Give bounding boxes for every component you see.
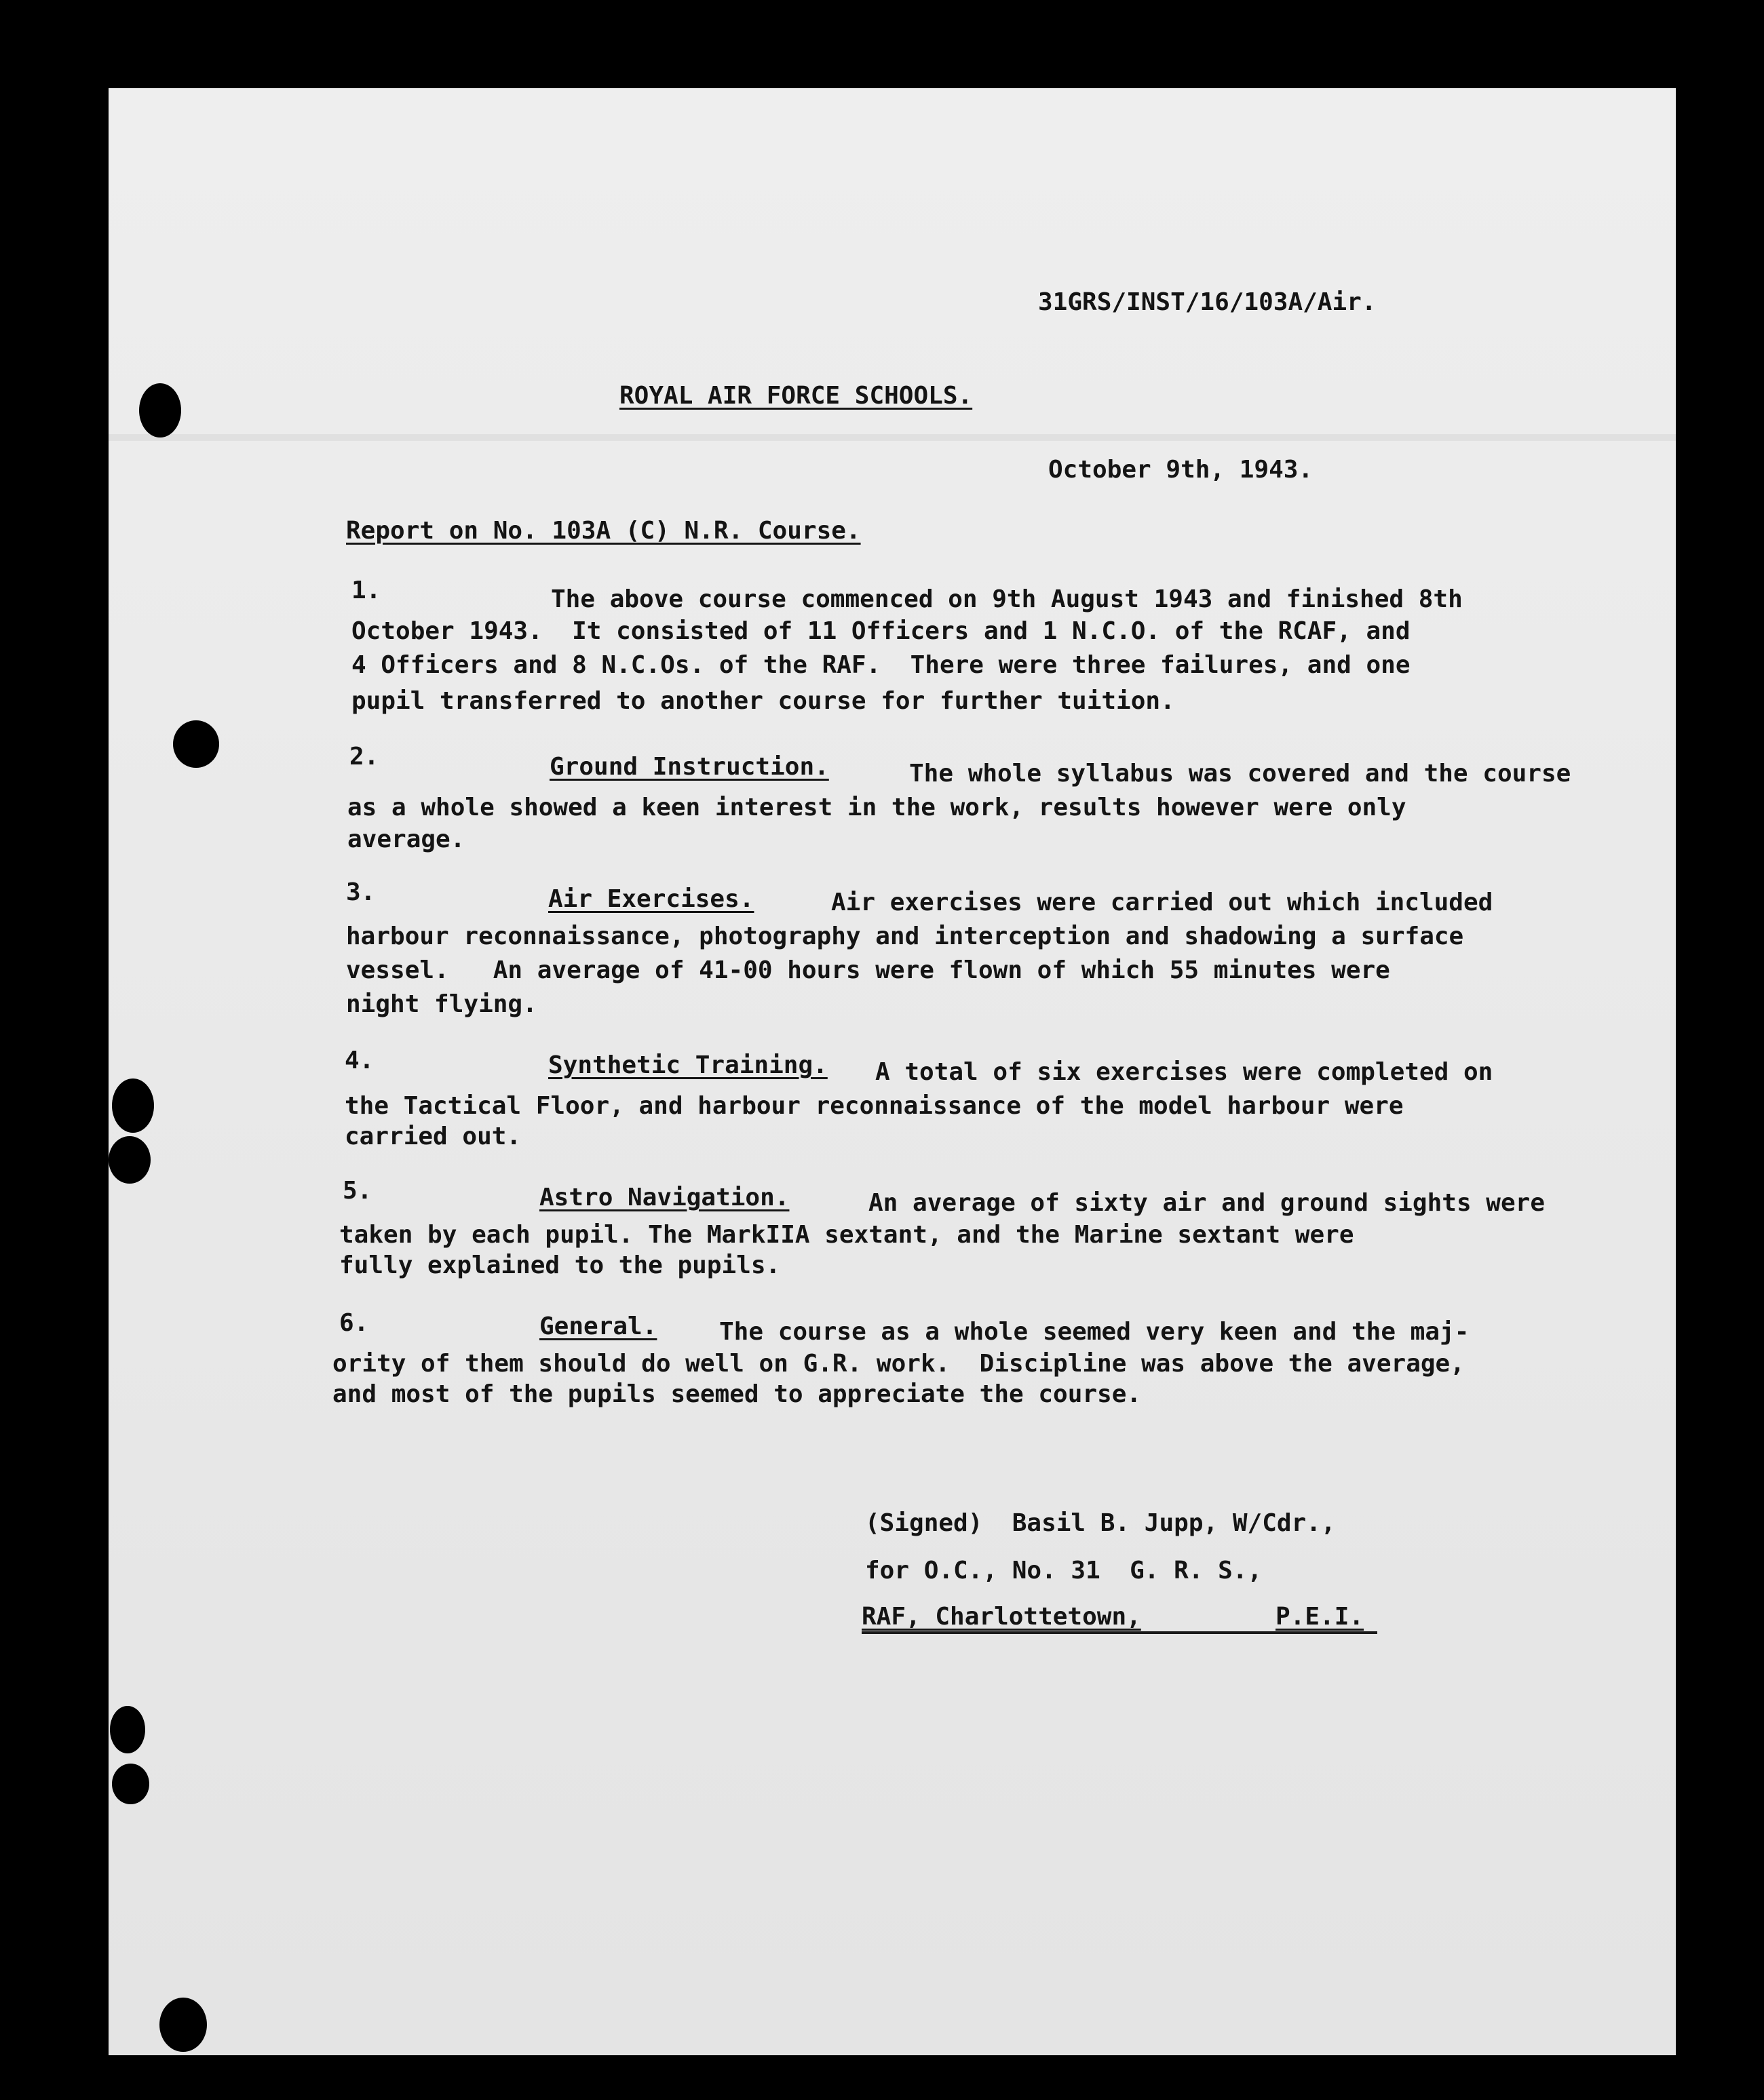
paragraph-line: ority of them should do well on G.R. work. Discipline was above the average, — [332, 1350, 1465, 1378]
paragraph-line: fully explained to the pupils. — [339, 1251, 781, 1279]
paragraph-line: harbour reconnaissance, photography and interception and shadowing a surface — [346, 922, 1464, 950]
section-heading: Synthetic Training. — [548, 1051, 828, 1079]
paragraph-line: Air exercises were carried out which included — [831, 889, 1493, 916]
paragraph-line: taken by each pupil. The MarkIIA sextant, and the Marine sextant were — [339, 1221, 1354, 1249]
signature-line: for O.C., No. 31 G. R. S., — [865, 1557, 1263, 1584]
paragraph-line: A total of six exercises were completed on — [875, 1058, 1493, 1086]
paragraph-line: average. — [347, 825, 465, 853]
paragraph-line: vessel. An average of 41-00 hours were flown of which 55 minutes were — [346, 956, 1390, 984]
signature-province: P.E.I. — [1276, 1603, 1364, 1631]
section-heading: General. — [539, 1312, 657, 1340]
document-date: October 9th, 1943. — [1048, 456, 1314, 484]
paragraph-line: 4 Officers and 8 N.C.Os. of the RAF. There were three failures, and one — [351, 651, 1411, 679]
paragraph-number: 6. — [339, 1309, 369, 1337]
signature-location: RAF, Charlottetown, — [862, 1603, 1141, 1631]
paragraph-line: as a whole showed a keen interest in the work, results however were only — [347, 794, 1406, 821]
paragraph-number: 4. — [345, 1047, 375, 1074]
paragraph-line: The whole syllabus was covered and the course — [909, 760, 1571, 788]
paragraph-number: 2. — [349, 743, 379, 771]
paragraph-line: The above course commenced on 9th August 1943 and finished 8th — [551, 585, 1463, 613]
report-title: Report on No. 103A (C) N.R. Course. — [346, 517, 861, 545]
paper-fold-line — [109, 434, 1676, 441]
paragraph-line: The course as a whole seemed very keen and the maj- — [719, 1318, 1470, 1346]
paragraph-number: 5. — [343, 1177, 372, 1205]
section-heading: Ground Instruction. — [550, 753, 829, 781]
paragraph-number: 3. — [346, 878, 376, 906]
signature-line: (Signed) Basil B. Jupp, W/Cdr., — [865, 1509, 1336, 1537]
section-heading: Astro Navigation. — [539, 1184, 790, 1211]
signature-underline — [862, 1631, 1377, 1634]
paragraph-line: and most of the pupils seemed to appreciate the course. — [332, 1380, 1142, 1408]
punch-hole — [173, 720, 219, 768]
paragraph-line: the Tactical Floor, and harbour reconnaissance of the model harbour were — [345, 1092, 1404, 1120]
paragraph-line: carried out. — [345, 1123, 522, 1150]
punch-hole — [159, 1998, 207, 2052]
punch-hole — [139, 383, 181, 438]
paragraph-number: 1. — [351, 577, 381, 604]
punch-hole — [109, 1136, 151, 1184]
paragraph-line: An average of sixty air and ground sights were — [868, 1189, 1545, 1217]
punch-hole — [110, 1706, 145, 1753]
section-heading: Air Exercises. — [548, 885, 754, 913]
document-heading: ROYAL AIR FORCE SCHOOLS. — [619, 382, 973, 410]
file-reference: 31GRS/INST/16/103A/Air. — [1038, 288, 1377, 316]
punch-hole — [112, 1078, 154, 1133]
paragraph-line: October 1943. It consisted of 11 Officers and 1 N.C.O. of the RCAF, and — [351, 617, 1411, 645]
paragraph-line: pupil transferred to another course for further tuition. — [351, 687, 1175, 715]
paragraph-line: night flying. — [346, 990, 537, 1018]
punch-hole — [112, 1764, 149, 1804]
